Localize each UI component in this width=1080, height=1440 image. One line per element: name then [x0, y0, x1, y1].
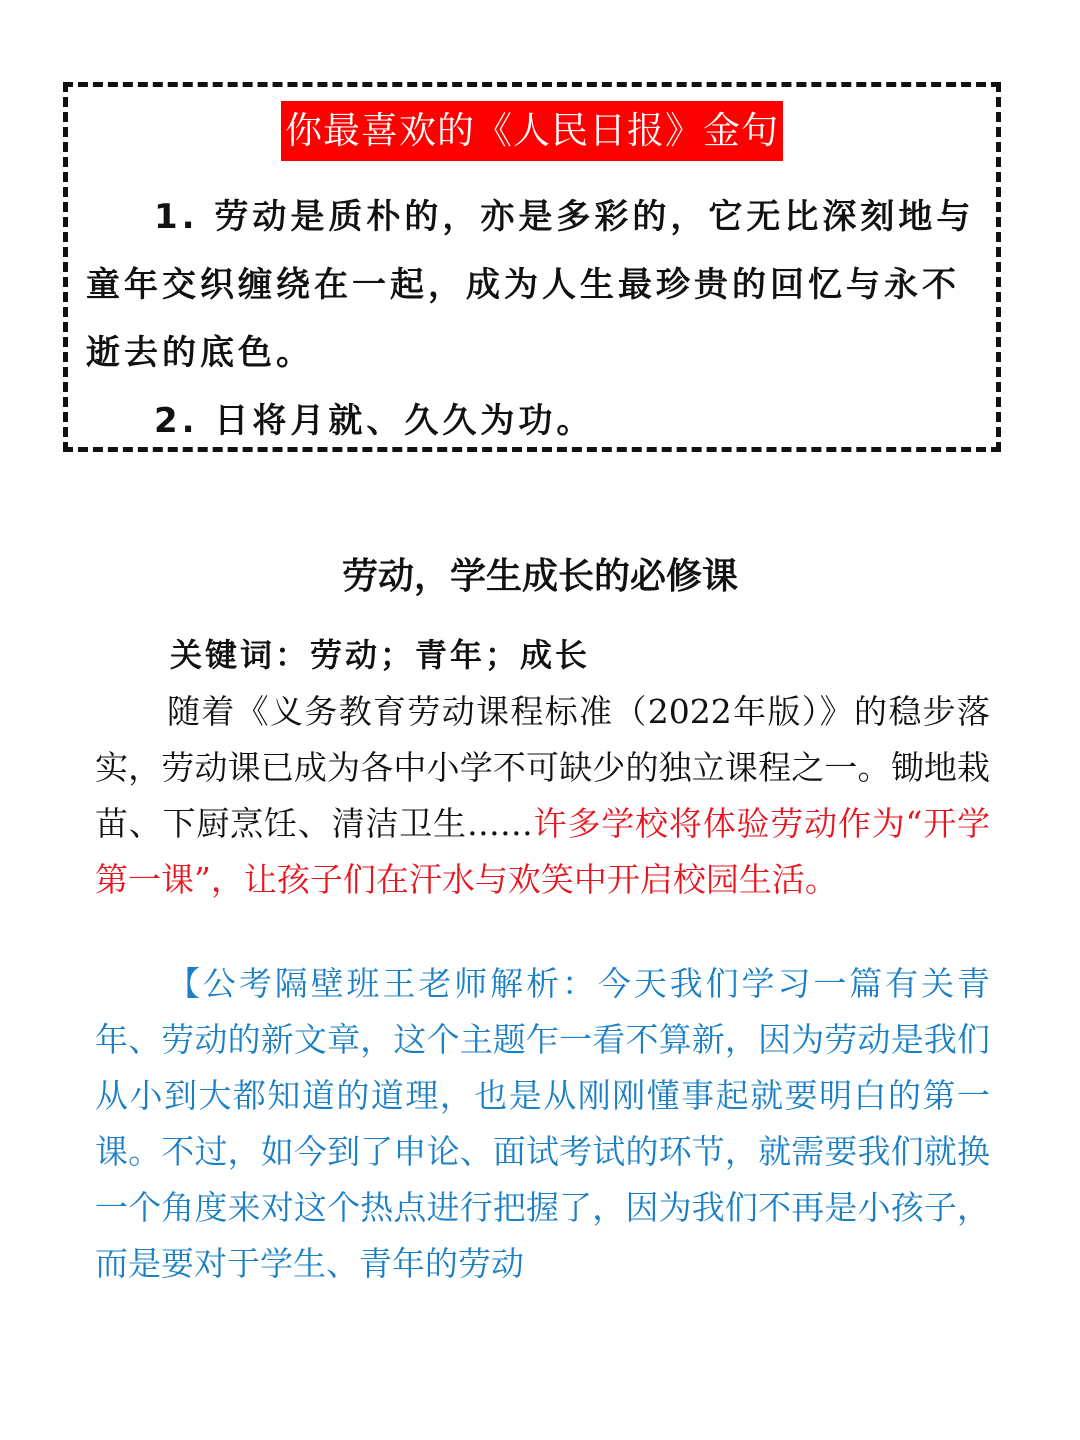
paragraph-plain-text: 随着《义务教育劳动课程标准（2022年版）》的稳步落实，劳动课已成为各中小学不可缺少的独立课程之一。锄地栽苗、下厨烹饪、清洁卫生…… [95, 692, 990, 843]
quote-item-text: 日将月就、久久为功。 [214, 401, 595, 441]
article-keywords: 关键词：劳动；青年；成长 [170, 636, 591, 674]
quote-box [63, 82, 1001, 452]
quote-item-number: 1. [154, 197, 199, 237]
teacher-analysis: 【公考隔壁班王老师解析：今天我们学习一篇有关青年、劳动的新文章，这个主题乍一看不算新，因为劳动是我们从小到大都知道的道理，也是从刚刚懂事起就要明白的第一课。不过，如今到了申论、面试考试的环节，就需要我们就换一个角度来对这个热点进行把握了，因为我们不再是小孩子，而是要对于学生、青年的劳动 [95, 964, 990, 1283]
quote-item-number: 2. [154, 401, 199, 441]
quote-item-text: 劳动是质朴的，亦是多彩的，它无比深刻地与童年交织缠绕在一起，成为人生最珍贵的回忆与永不逝去的底色。 [86, 197, 975, 373]
quote-box-title: 你最喜欢的《人民日报》金句 [281, 101, 783, 161]
quote-item [86, 183, 988, 387]
article-paragraph [95, 684, 990, 908]
quote-item [86, 387, 988, 455]
article-title: 劳动，学生成长的必修课 [341, 555, 738, 597]
quote-list [86, 183, 988, 455]
paragraph-highlight-text: 许多学校将体验劳动作为“开学第一课”，让孩子们在汗水与欢笑中开启校园生活。 [95, 804, 991, 899]
